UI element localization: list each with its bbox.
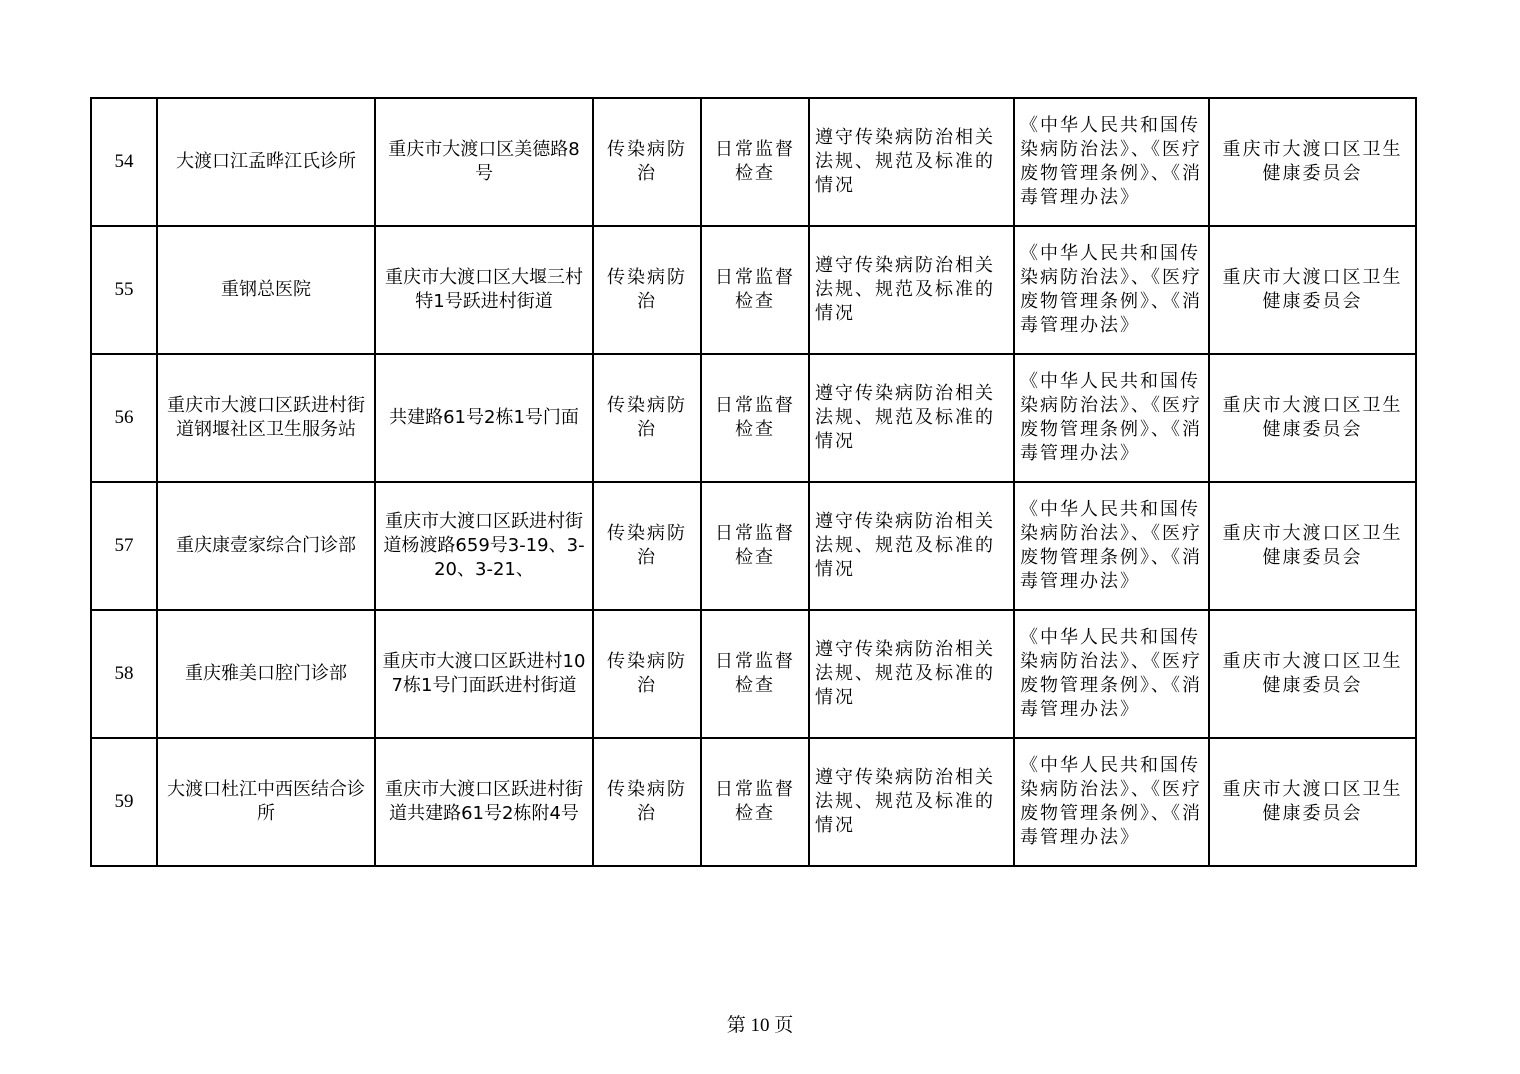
inspection-method: 日常监督检查: [701, 738, 809, 866]
page-number: 第 10 页: [726, 1015, 794, 1036]
legal-basis: 《中华人民共和国传染病防治法》、《医疗废物管理条例》、《消毒管理办法》: [1014, 738, 1209, 866]
table-row: [91, 482, 1416, 610]
entity-name: 大渡口杜江中西医结合诊所: [157, 738, 375, 866]
inspection-table: [90, 97, 1417, 867]
inspecting-authority: 重庆市大渡口区卫生健康委员会: [1209, 738, 1416, 866]
inspection-content: 遵守传染病防治相关法规、规范及标准的情况: [809, 738, 1014, 866]
table-row: [91, 226, 1416, 354]
inspection-category: 传染病防治: [593, 610, 701, 738]
entity-name: 重庆康壹家综合门诊部: [157, 482, 375, 610]
row-number: 58: [91, 610, 157, 738]
inspecting-authority: 重庆市大渡口区卫生健康委员会: [1209, 354, 1416, 482]
legal-basis: 《中华人民共和国传染病防治法》、《医疗废物管理条例》、《消毒管理办法》: [1014, 226, 1209, 354]
entity-address: 重庆市大渡口区跃进村街道杨渡路659号3-19、3-20、3-21、: [375, 482, 593, 610]
table-row: [91, 98, 1416, 226]
legal-basis: 《中华人民共和国传染病防治法》、《医疗废物管理条例》、《消毒管理办法》: [1014, 98, 1209, 226]
entity-name: 重庆雅美口腔门诊部: [157, 610, 375, 738]
inspection-method: 日常监督检查: [701, 482, 809, 610]
table-row: [91, 610, 1416, 738]
inspection-method: 日常监督检查: [701, 98, 809, 226]
row-number: 55: [91, 226, 157, 354]
inspection-content: 遵守传染病防治相关法规、规范及标准的情况: [809, 354, 1014, 482]
entity-name: 重钢总医院: [157, 226, 375, 354]
inspecting-authority: 重庆市大渡口区卫生健康委员会: [1209, 226, 1416, 354]
inspection-category: 传染病防治: [593, 482, 701, 610]
entity-address: 重庆市大渡口区美德路8号: [375, 98, 593, 226]
inspection-category: 传染病防治: [593, 354, 701, 482]
row-number: 56: [91, 354, 157, 482]
inspection-category: 传染病防治: [593, 226, 701, 354]
legal-basis: 《中华人民共和国传染病防治法》、《医疗废物管理条例》、《消毒管理办法》: [1014, 610, 1209, 738]
inspection-content: 遵守传染病防治相关法规、规范及标准的情况: [809, 610, 1014, 738]
entity-name: 重庆市大渡口区跃进村街道钢堰社区卫生服务站: [157, 354, 375, 482]
table-body: [91, 98, 1416, 866]
inspecting-authority: 重庆市大渡口区卫生健康委员会: [1209, 610, 1416, 738]
inspection-content: 遵守传染病防治相关法规、规范及标准的情况: [809, 226, 1014, 354]
table-row: [91, 354, 1416, 482]
row-number: 57: [91, 482, 157, 610]
row-number: 59: [91, 738, 157, 866]
row-number: 54: [91, 98, 157, 226]
entity-address: 重庆市大渡口区大堰三村特1号跃进村街道: [375, 226, 593, 354]
entity-address: 重庆市大渡口区跃进村107栋1号门面跃进村街道: [375, 610, 593, 738]
entity-address: 重庆市大渡口区跃进村街道共建路61号2栋附4号: [375, 738, 593, 866]
inspection-method: 日常监督检查: [701, 610, 809, 738]
inspection-category: 传染病防治: [593, 738, 701, 866]
inspection-content: 遵守传染病防治相关法规、规范及标准的情况: [809, 98, 1014, 226]
inspection-method: 日常监督检查: [701, 354, 809, 482]
legal-basis: 《中华人民共和国传染病防治法》、《医疗废物管理条例》、《消毒管理办法》: [1014, 482, 1209, 610]
table-row: [91, 738, 1416, 866]
inspecting-authority: 重庆市大渡口区卫生健康委员会: [1209, 482, 1416, 610]
inspection-category: 传染病防治: [593, 98, 701, 226]
inspection-content: 遵守传染病防治相关法规、规范及标准的情况: [809, 482, 1014, 610]
entity-address: 共建路61号2栋1号门面: [375, 354, 593, 482]
inspecting-authority: 重庆市大渡口区卫生健康委员会: [1209, 98, 1416, 226]
inspection-method: 日常监督检查: [701, 226, 809, 354]
legal-basis: 《中华人民共和国传染病防治法》、《医疗废物管理条例》、《消毒管理办法》: [1014, 354, 1209, 482]
entity-name: 大渡口江孟晔江氏诊所: [157, 98, 375, 226]
